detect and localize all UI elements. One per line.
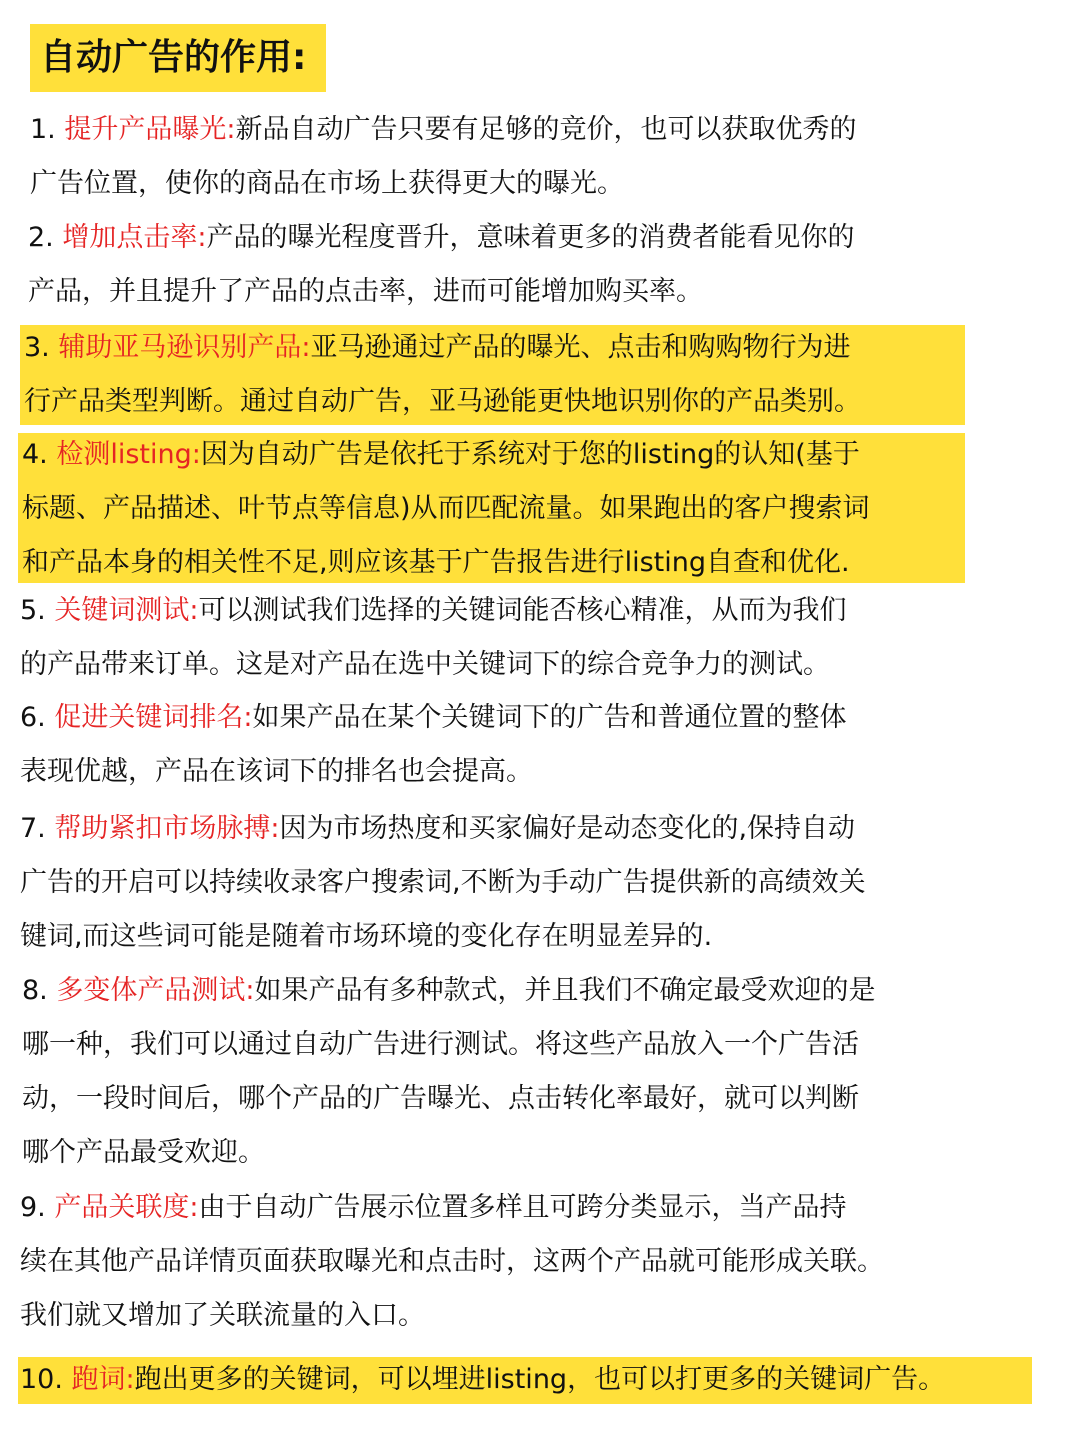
item-1-text: 新品自动广告只要有足够的竞价，也可以获取优秀的 <box>235 114 857 145</box>
page-title: 自动广告的作用: <box>30 24 326 92</box>
item-10-text: 跑出更多的关键词，可以埋进listing，也可以打更多的关键词广告。 <box>134 1364 946 1395</box>
item-3-number: 3. <box>24 332 50 363</box>
item-5-heading: 关键词测试: <box>54 595 199 626</box>
item-4-heading: 检测listing: <box>56 439 201 470</box>
item-8-line-1 <box>22 971 875 1011</box>
item-9-line-2: 续在其他产品详情页面获取曝光和点击时，这两个产品就可能形成关联。 <box>20 1246 884 1277</box>
item-7-heading: 帮助紧扣市场脉搏: <box>54 813 280 844</box>
item-7-line-3: 键词,而这些词可能是随着市场环境的变化存在明显差异的. <box>20 921 713 952</box>
item-7-number: 7. <box>20 813 46 844</box>
item-5-line-1 <box>20 591 846 631</box>
item-6-heading: 促进关键词排名: <box>54 702 253 733</box>
item-1-line-2: 广告位置，使你的商品在市场上获得更大的曝光。 <box>30 168 624 199</box>
item-5-number: 5. <box>20 595 46 626</box>
item-2-number: 2. <box>28 222 54 253</box>
item-7-line-1 <box>20 809 855 849</box>
item-1-number: 1. <box>30 114 56 145</box>
item-6-number: 6. <box>20 702 46 733</box>
item-2-text: 产品的曝光程度晋升，意味着更多的消费者能看见你的 <box>206 222 855 253</box>
item-3-text: 亚马逊通过产品的曝光、点击和购购物行为进 <box>310 332 851 363</box>
item-9-line-1 <box>20 1188 846 1228</box>
item-5-line-2: 的产品带来订单。这是对产品在选中关键词下的综合竞争力的测试。 <box>20 649 830 680</box>
item-10-line-1 <box>20 1360 945 1400</box>
item-8-line-2: 哪一种，我们可以通过自动广告进行测试。将这些产品放入一个广告活 <box>22 1029 859 1060</box>
item-7-text: 因为市场热度和买家偏好是动态变化的,保持自动 <box>279 813 856 844</box>
item-8-line-4: 哪个产品最受欢迎。 <box>22 1137 265 1168</box>
item-9-text: 由于自动广告展示位置多样且可跨分类显示，当产品持 <box>198 1192 847 1223</box>
item-4-line-3: 和产品本身的相关性不足,则应该基于广告报告进行listing自查和优化. <box>22 547 850 578</box>
item-8-number: 8. <box>22 975 48 1006</box>
item-6-text: 如果产品在某个关键词下的广告和普通位置的整体 <box>252 702 847 733</box>
item-10-number: 10. <box>20 1364 63 1395</box>
item-2-heading: 增加点击率: <box>62 222 207 253</box>
item-8-line-3: 动，一段时间后，哪个产品的广告曝光、点击转化率最好，就可以判断 <box>22 1083 859 1114</box>
item-1-line-1 <box>30 110 856 150</box>
item-9-number: 9. <box>20 1192 46 1223</box>
item-6-line-1 <box>20 698 846 738</box>
item-4-line-2: 标题、产品描述、叶节点等信息)从而匹配流量。如果跑出的客户搜索词 <box>22 493 870 524</box>
item-8-text: 如果产品有多种款式，并且我们不确定最受欢迎的是 <box>254 975 876 1006</box>
item-2-line-2: 产品，并且提升了产品的点击率，进而可能增加购买率。 <box>28 276 703 307</box>
item-10-heading: 跑词: <box>71 1364 135 1395</box>
item-3-line-2: 行产品类型判断。通过自动广告，亚马逊能更快地识别你的产品类别。 <box>24 386 861 417</box>
item-3-line-1 <box>24 328 850 368</box>
item-8-heading: 多变体产品测试: <box>56 975 255 1006</box>
item-4-line-1 <box>22 435 860 475</box>
item-5-text: 可以测试我们选择的关键词能否核心精准，从而为我们 <box>198 595 847 626</box>
item-9-heading: 产品关联度: <box>54 1192 199 1223</box>
item-6-line-2: 表现优越，产品在该词下的排名也会提高。 <box>20 756 533 787</box>
item-1-heading: 提升产品曝光: <box>64 114 236 145</box>
item-3-heading: 辅助亚马逊识别产品: <box>58 332 311 363</box>
item-9-line-3: 我们就又增加了关联流量的入口。 <box>20 1300 425 1331</box>
item-4-number: 4. <box>22 439 48 470</box>
item-2-line-1 <box>28 218 854 258</box>
item-7-line-2: 广告的开启可以持续收录客户搜索词,不断为手动广告提供新的高绩效关 <box>20 867 866 898</box>
item-4-text: 因为自动广告是依托于系统对于您的listing的认知(基于 <box>200 439 860 470</box>
